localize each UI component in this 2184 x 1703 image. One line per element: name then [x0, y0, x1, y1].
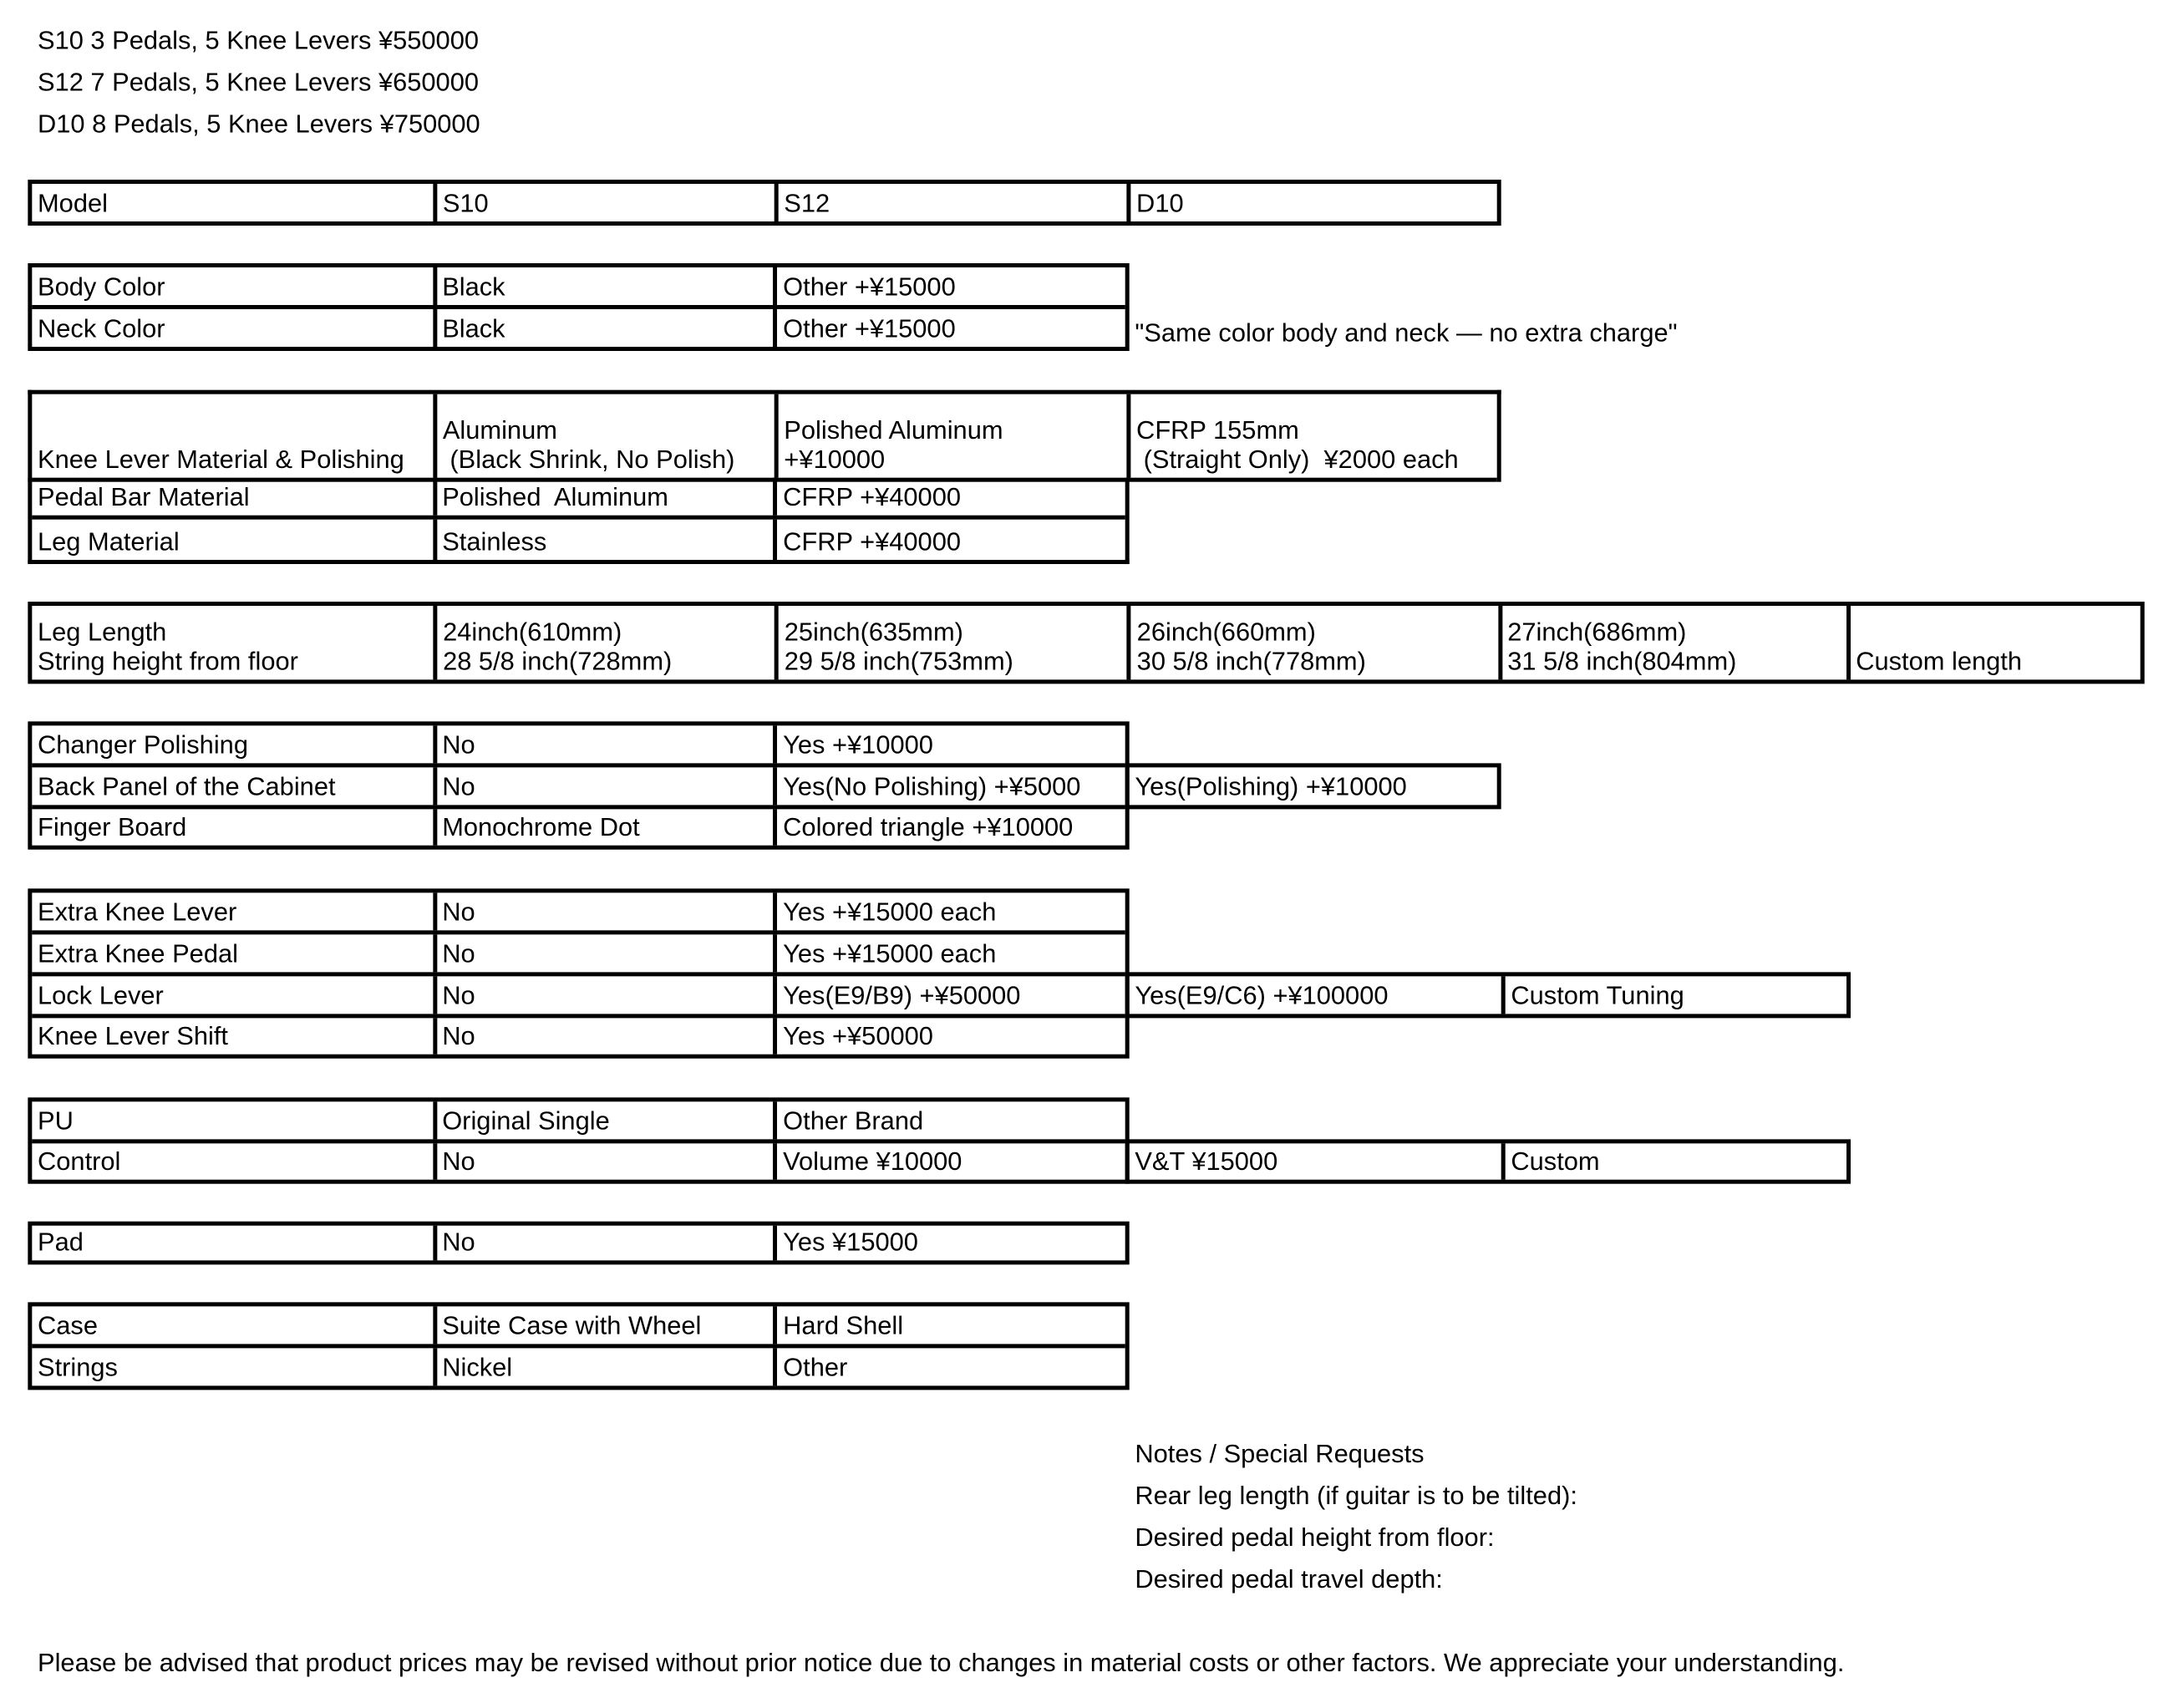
finger-board-option: Monochrome Dot — [433, 809, 774, 845]
table-row — [32, 767, 1125, 809]
table-row — [32, 1348, 1125, 1385]
row-label: Neck Color — [38, 313, 165, 343]
pu-option: Original Single — [433, 1101, 774, 1139]
row-label: PU — [38, 1106, 74, 1136]
changer-polishing-option: Yes +¥10000 — [773, 725, 1125, 763]
table-row — [32, 309, 1125, 347]
leg-length-option: Custom length — [1846, 606, 2141, 679]
body-color-option: Other +¥15000 — [773, 267, 1125, 305]
leg-material-option: CFRP +¥40000 — [773, 520, 1125, 560]
color-table — [28, 263, 1129, 351]
knee-lever-option: Polished Aluminum +¥10000 — [775, 394, 1127, 478]
extra-knee-pedal-option: No — [433, 934, 774, 972]
table-row — [32, 976, 1125, 1018]
table-row — [32, 478, 1125, 520]
table-row — [32, 606, 2140, 679]
control-option: Volume ¥10000 — [773, 1143, 1125, 1179]
table-row — [32, 184, 1496, 221]
neck-color-option: Black — [433, 309, 774, 347]
header-price-d10: D10 8 Pedals, 5 Knee Levers ¥750000 — [38, 109, 480, 139]
electronics-table — [28, 1097, 1129, 1183]
row-label: Strings — [38, 1352, 118, 1382]
control-extra-cells — [1125, 1139, 1851, 1183]
material-table-bottom — [28, 478, 1129, 564]
back-panel-extra-cell — [1125, 763, 1501, 809]
model-option-s12: S12 — [775, 184, 1127, 221]
footer-disclaimer: Please be advised that product prices may be revised without prior notice due to changes in material costs or other factors. We appreciate your understanding. — [38, 1647, 1845, 1677]
leg-length-option: 24inch(610mm) 28 5/8 inch(728mm) — [433, 606, 775, 679]
row-label: Changer Polishing — [38, 729, 248, 760]
notes-pedal-height: Desired pedal height from floor: — [1135, 1522, 1495, 1552]
notes-pedal-travel: Desired pedal travel depth: — [1135, 1563, 1443, 1594]
case-option: Suite Case with Wheel — [433, 1306, 774, 1344]
control-option: V&T ¥15000 — [1135, 1146, 1278, 1176]
extra-knee-lever-option: Yes +¥15000 each — [773, 892, 1125, 930]
extras-table — [28, 888, 1129, 1058]
back-panel-option: Yes(Polishing) +¥10000 — [1135, 771, 1407, 801]
neck-color-option: Other +¥15000 — [773, 309, 1125, 347]
model-option-d10: D10 — [1126, 184, 1496, 221]
table-row — [32, 725, 1125, 767]
row-label: Lock Lever — [38, 980, 164, 1010]
lock-lever-option: Yes(E9/C6) +¥100000 — [1135, 980, 1389, 1010]
table-row — [32, 1143, 1125, 1179]
color-note: "Same color body and neck — no extra charge" — [1135, 318, 1678, 348]
table-row — [32, 267, 1125, 309]
row-label: Back Panel of the Cabinet — [38, 771, 336, 801]
finger-board-option: Colored triangle +¥10000 — [773, 809, 1125, 845]
knee-lever-shift-option: Yes +¥50000 — [773, 1018, 1125, 1054]
leg-material-option: Stainless — [433, 520, 774, 560]
table-row — [32, 892, 1125, 934]
row-label: Model — [38, 188, 108, 218]
back-panel-option: No — [433, 767, 774, 805]
row-label: Pad — [38, 1227, 84, 1257]
lock-lever-extra-cells — [1125, 972, 1851, 1018]
strings-option: Nickel — [433, 1348, 774, 1385]
case-option: Hard Shell — [773, 1306, 1125, 1344]
row-label: Extra Knee Lever — [38, 897, 237, 927]
pad-option: No — [433, 1226, 774, 1261]
row-label: Leg Length String height from floor — [38, 617, 298, 676]
pad-table — [28, 1222, 1129, 1265]
extra-knee-lever-option: No — [433, 892, 774, 930]
table-row — [32, 1306, 1125, 1348]
knee-lever-option: Aluminum (Black Shrink, No Polish) — [433, 394, 774, 478]
model-table — [28, 180, 1501, 226]
table-row — [32, 809, 1125, 845]
header-price-s12: S12 7 Pedals, 5 Knee Levers ¥650000 — [38, 67, 480, 97]
table-row — [1130, 767, 1497, 805]
table-row — [1130, 976, 1846, 1014]
extra-knee-pedal-option: Yes +¥15000 each — [773, 934, 1125, 972]
back-panel-option: Yes(No Polishing) +¥5000 — [773, 767, 1125, 805]
leg-length-table — [28, 602, 2144, 684]
row-label: Finger Board — [38, 811, 187, 841]
row-label: Knee Lever Material & Polishing — [38, 444, 404, 474]
knee-lever-option: CFRP 155mm (Straight Only) ¥2000 each — [1126, 394, 1496, 478]
notes-rear-leg: Rear leg length (if guitar is to be tilted): — [1135, 1480, 1577, 1510]
model-option-s10: S10 — [433, 184, 774, 221]
strings-option: Other — [773, 1348, 1125, 1385]
lock-lever-option: Yes(E9/B9) +¥50000 — [773, 976, 1125, 1014]
notes-title: Notes / Special Requests — [1135, 1438, 1425, 1468]
control-option: Custom — [1501, 1143, 1846, 1179]
material-table-top — [28, 390, 1501, 482]
table-row — [32, 394, 1496, 482]
table-row — [32, 1226, 1125, 1261]
row-label: Knee Lever Shift — [38, 1020, 228, 1050]
table-row — [1130, 1143, 1846, 1179]
table-row — [32, 934, 1125, 976]
pedal-bar-option: CFRP +¥40000 — [773, 478, 1125, 516]
leg-length-option: 25inch(635mm) 29 5/8 inch(753mm) — [775, 606, 1127, 679]
header-price-s10: S10 3 Pedals, 5 Knee Levers ¥550000 — [38, 25, 480, 55]
row-label: Case — [38, 1310, 99, 1340]
table-row — [32, 520, 1125, 560]
pedal-bar-option: Polished Aluminum — [433, 478, 774, 516]
pu-option: Other Brand — [773, 1101, 1125, 1139]
row-label: Body Color — [38, 272, 165, 302]
row-label: Leg Material — [38, 526, 180, 557]
knee-lever-shift-option: No — [433, 1018, 774, 1054]
leg-length-option: 26inch(660mm) 30 5/8 inch(778mm) — [1127, 606, 1498, 679]
finish-table — [28, 721, 1129, 849]
changer-polishing-option: No — [433, 725, 774, 763]
body-color-option: Black — [433, 267, 774, 305]
control-option: No — [433, 1143, 774, 1179]
lock-lever-option: No — [433, 976, 774, 1014]
table-row — [32, 1018, 1125, 1054]
leg-length-option: 27inch(686mm) 31 5/8 inch(804mm) — [1498, 606, 1846, 679]
pad-option: Yes ¥15000 — [773, 1226, 1125, 1261]
table-row — [32, 1101, 1125, 1143]
row-label: Control — [38, 1146, 121, 1176]
row-label: Extra Knee Pedal — [38, 938, 238, 968]
lock-lever-option: Custom Tuning — [1501, 976, 1846, 1014]
accessories-table — [28, 1302, 1129, 1390]
row-label: Pedal Bar Material — [38, 481, 250, 511]
